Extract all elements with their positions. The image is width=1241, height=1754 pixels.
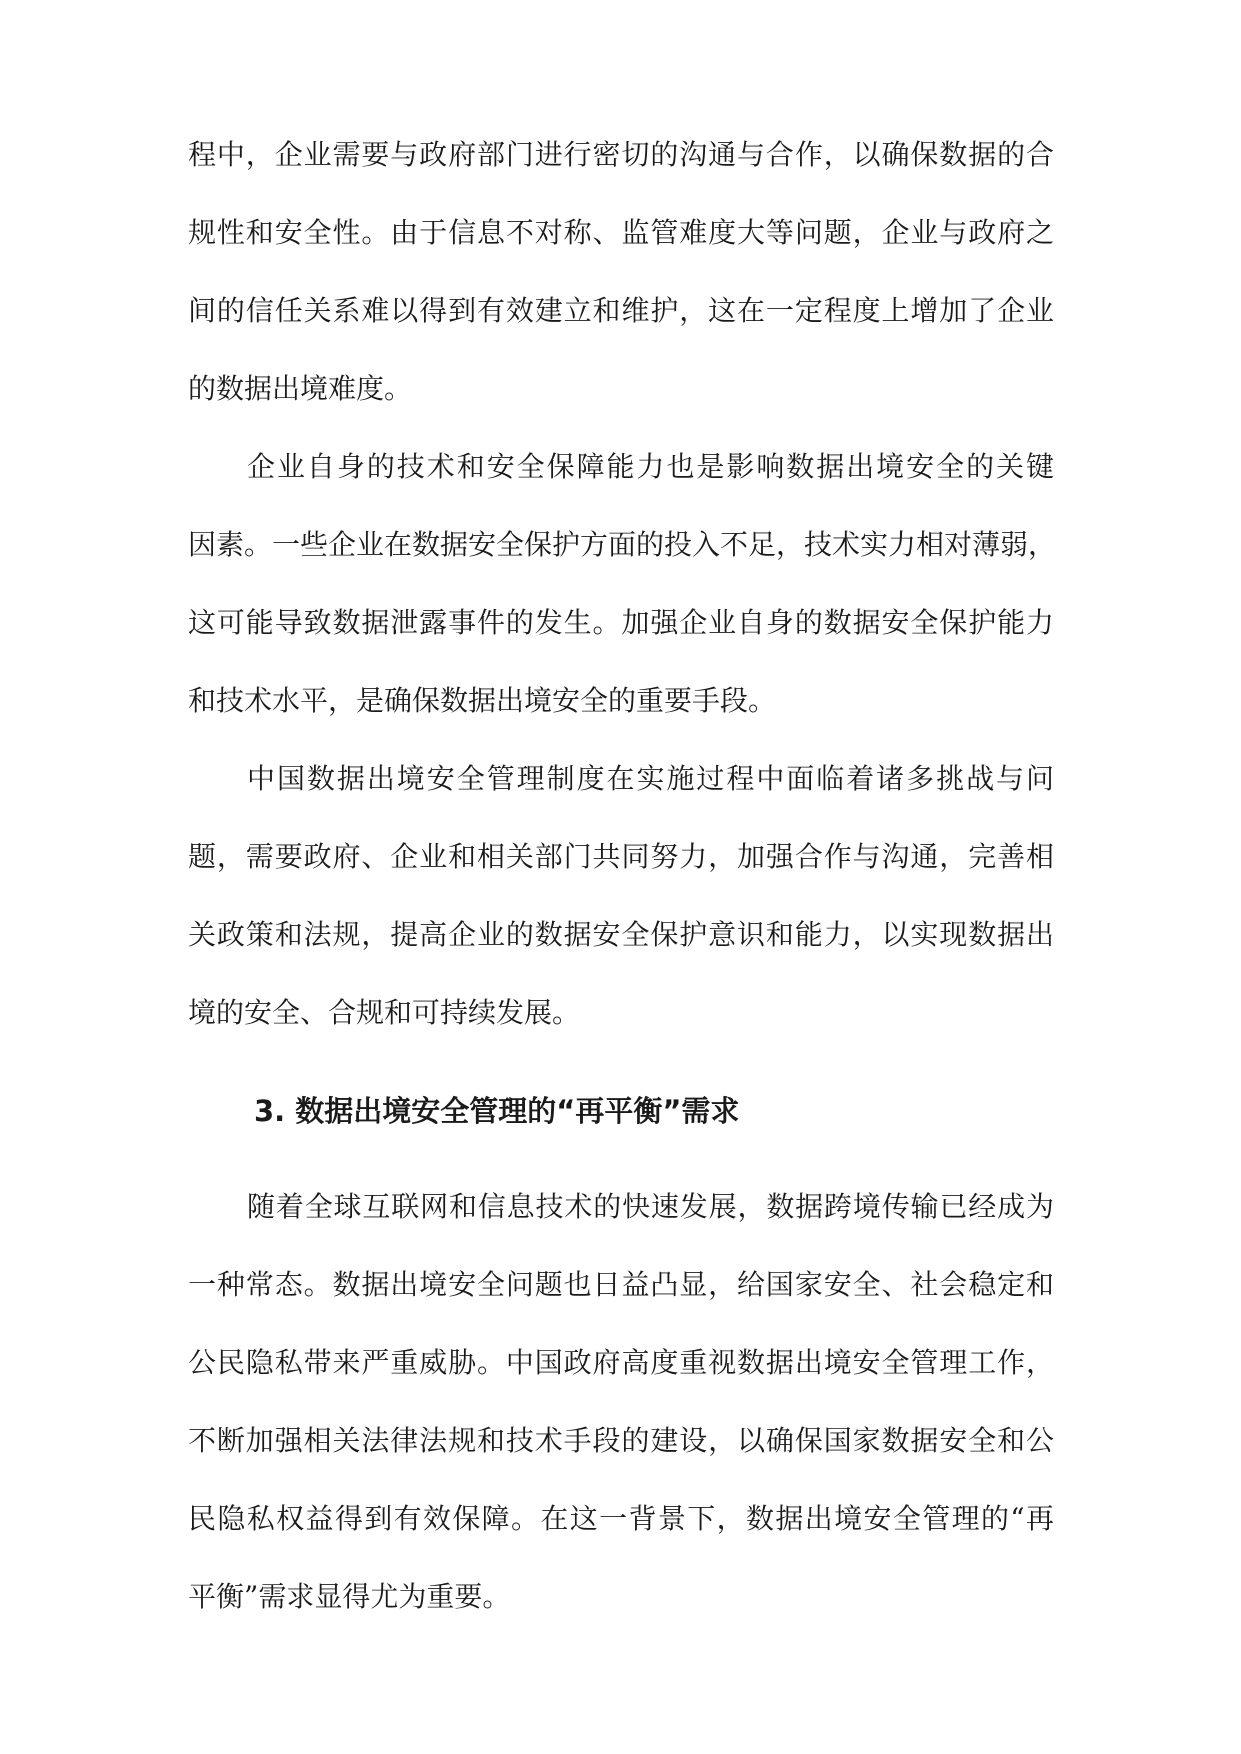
paragraph-line: 一种常态。数据出境安全问题也日益凸显，给国家安全、社会稳定和 xyxy=(188,1268,1054,1301)
section-heading: 3. 数据出境安全管理的“再平衡”需求 xyxy=(254,1094,740,1128)
paragraph-line: 不断加强相关法律法规和技术手段的建设，以确保国家数据安全和公 xyxy=(188,1424,1054,1457)
paragraph-line: 这可能导致数据泄露事件的发生。加强企业自身的数据安全保护能力 xyxy=(188,606,1054,639)
paragraph-line: 中国数据出境安全管理制度在实施过程中面临着诸多挑战与问 xyxy=(247,762,1054,795)
paragraph-line: 平衡”需求显得尤为重要。 xyxy=(188,1580,511,1613)
paragraph-line: 间的信任关系难以得到有效建立和维护，这在一定程度上增加了企业 xyxy=(188,294,1054,327)
paragraph-3 xyxy=(188,740,1054,1052)
paragraph-line: 程中，企业需要与政府部门进行密切的沟通与合作，以确保数据的合 xyxy=(188,138,1054,171)
paragraph-line: 的数据出境难度。 xyxy=(188,372,413,405)
paragraph-line: 境的安全、合规和可持续发展。 xyxy=(188,996,581,1029)
paragraph-line: 因素。一些企业在数据安全保护方面的投入不足，技术实力相对薄弱， xyxy=(188,528,1057,561)
paragraph-1 xyxy=(188,116,1054,428)
paragraph-line: 企业自身的技术和安全保障能力也是影响数据出境安全的关键 xyxy=(247,450,1054,483)
paragraph-line: 随着全球互联网和信息技术的快速发展，数据跨境传输已经成为 xyxy=(247,1190,1054,1223)
paragraph-2 xyxy=(188,428,1057,740)
paragraph-4 xyxy=(188,1168,1054,1636)
paragraph-line: 和技术水平，是确保数据出境安全的重要手段。 xyxy=(188,684,777,717)
paragraph-line: 民隐私权益得到有效保障。在这一背景下，数据出境安全管理的“再 xyxy=(188,1502,1054,1535)
paragraph-line: 公民隐私带来严重威胁。中国政府高度重视数据出境安全管理工作， xyxy=(188,1346,1054,1379)
paragraph-line: 题，需要政府、企业和相关部门共同努力，加强合作与沟通，完善相 xyxy=(188,840,1054,873)
paragraph-line: 关政策和法规，提高企业的数据安全保护意识和能力，以实现数据出 xyxy=(188,918,1054,951)
paragraph-line: 规性和安全性。由于信息不对称、监管难度大等问题，企业与政府之 xyxy=(188,216,1054,249)
